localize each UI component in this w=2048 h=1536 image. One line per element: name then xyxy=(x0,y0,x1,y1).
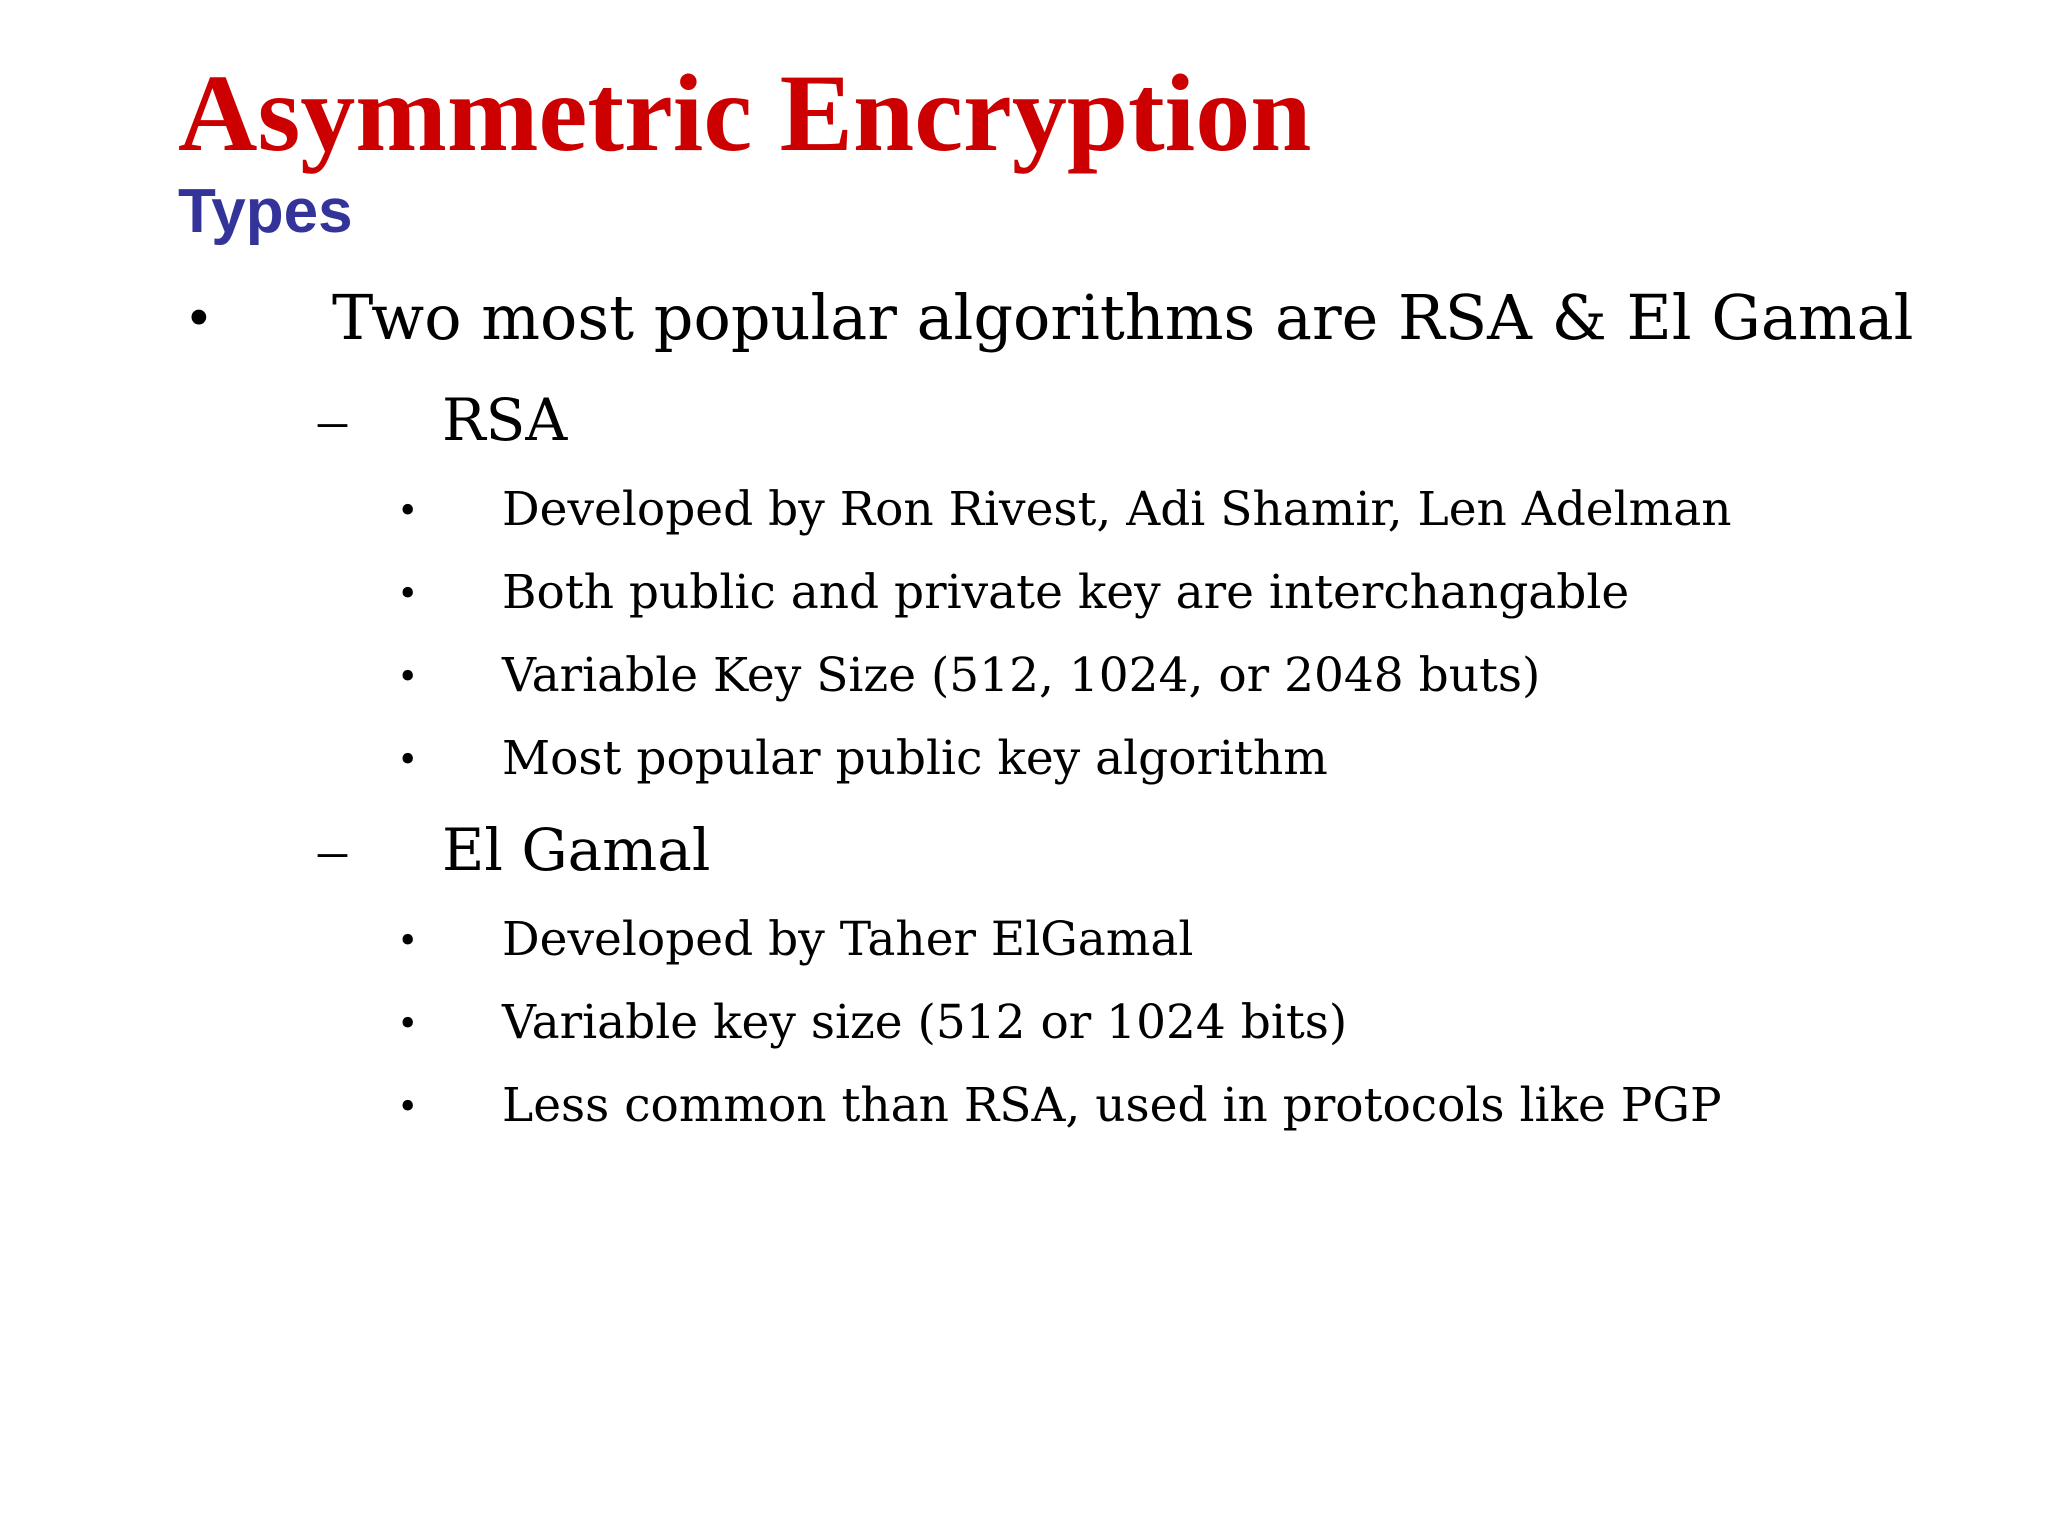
bullet-marker: • xyxy=(400,485,416,534)
main-bullet-text: Two most popular algorithms are RSA & El Gamal xyxy=(332,281,1914,354)
dash-marker: – xyxy=(318,387,347,452)
slide-subtitle: Types xyxy=(178,177,353,246)
bullet-marker: • xyxy=(400,734,416,783)
bullet-marker: • xyxy=(400,915,416,964)
rsa-point: Both public and private key are interchangable xyxy=(502,565,1630,620)
elgamal-point: Less common than RSA, used in protocols like PGP xyxy=(502,1078,1722,1133)
bullet-marker: • xyxy=(400,998,416,1047)
bullet-marker: • xyxy=(400,651,416,700)
elgamal-point: Developed by Taher ElGamal xyxy=(502,912,1194,967)
rsa-point: Most popular public key algorithm xyxy=(502,731,1328,786)
dash-marker: – xyxy=(318,817,347,882)
elgamal-point: Variable key size (512 or 1024 bits) xyxy=(502,995,1348,1050)
rsa-point: Variable Key Size (512, 1024, or 2048 buts) xyxy=(502,648,1541,703)
bullet-marker: • xyxy=(400,568,416,617)
slide-title: Asymmetric Encryption xyxy=(178,52,1312,174)
rsa-heading: RSA xyxy=(442,386,568,454)
bullet-marker: • xyxy=(400,1081,416,1130)
bullet-marker: • xyxy=(188,284,210,352)
rsa-point: Developed by Ron Rivest, Adi Shamir, Len Adelman xyxy=(502,482,1732,537)
elgamal-heading: El Gamal xyxy=(442,816,711,884)
